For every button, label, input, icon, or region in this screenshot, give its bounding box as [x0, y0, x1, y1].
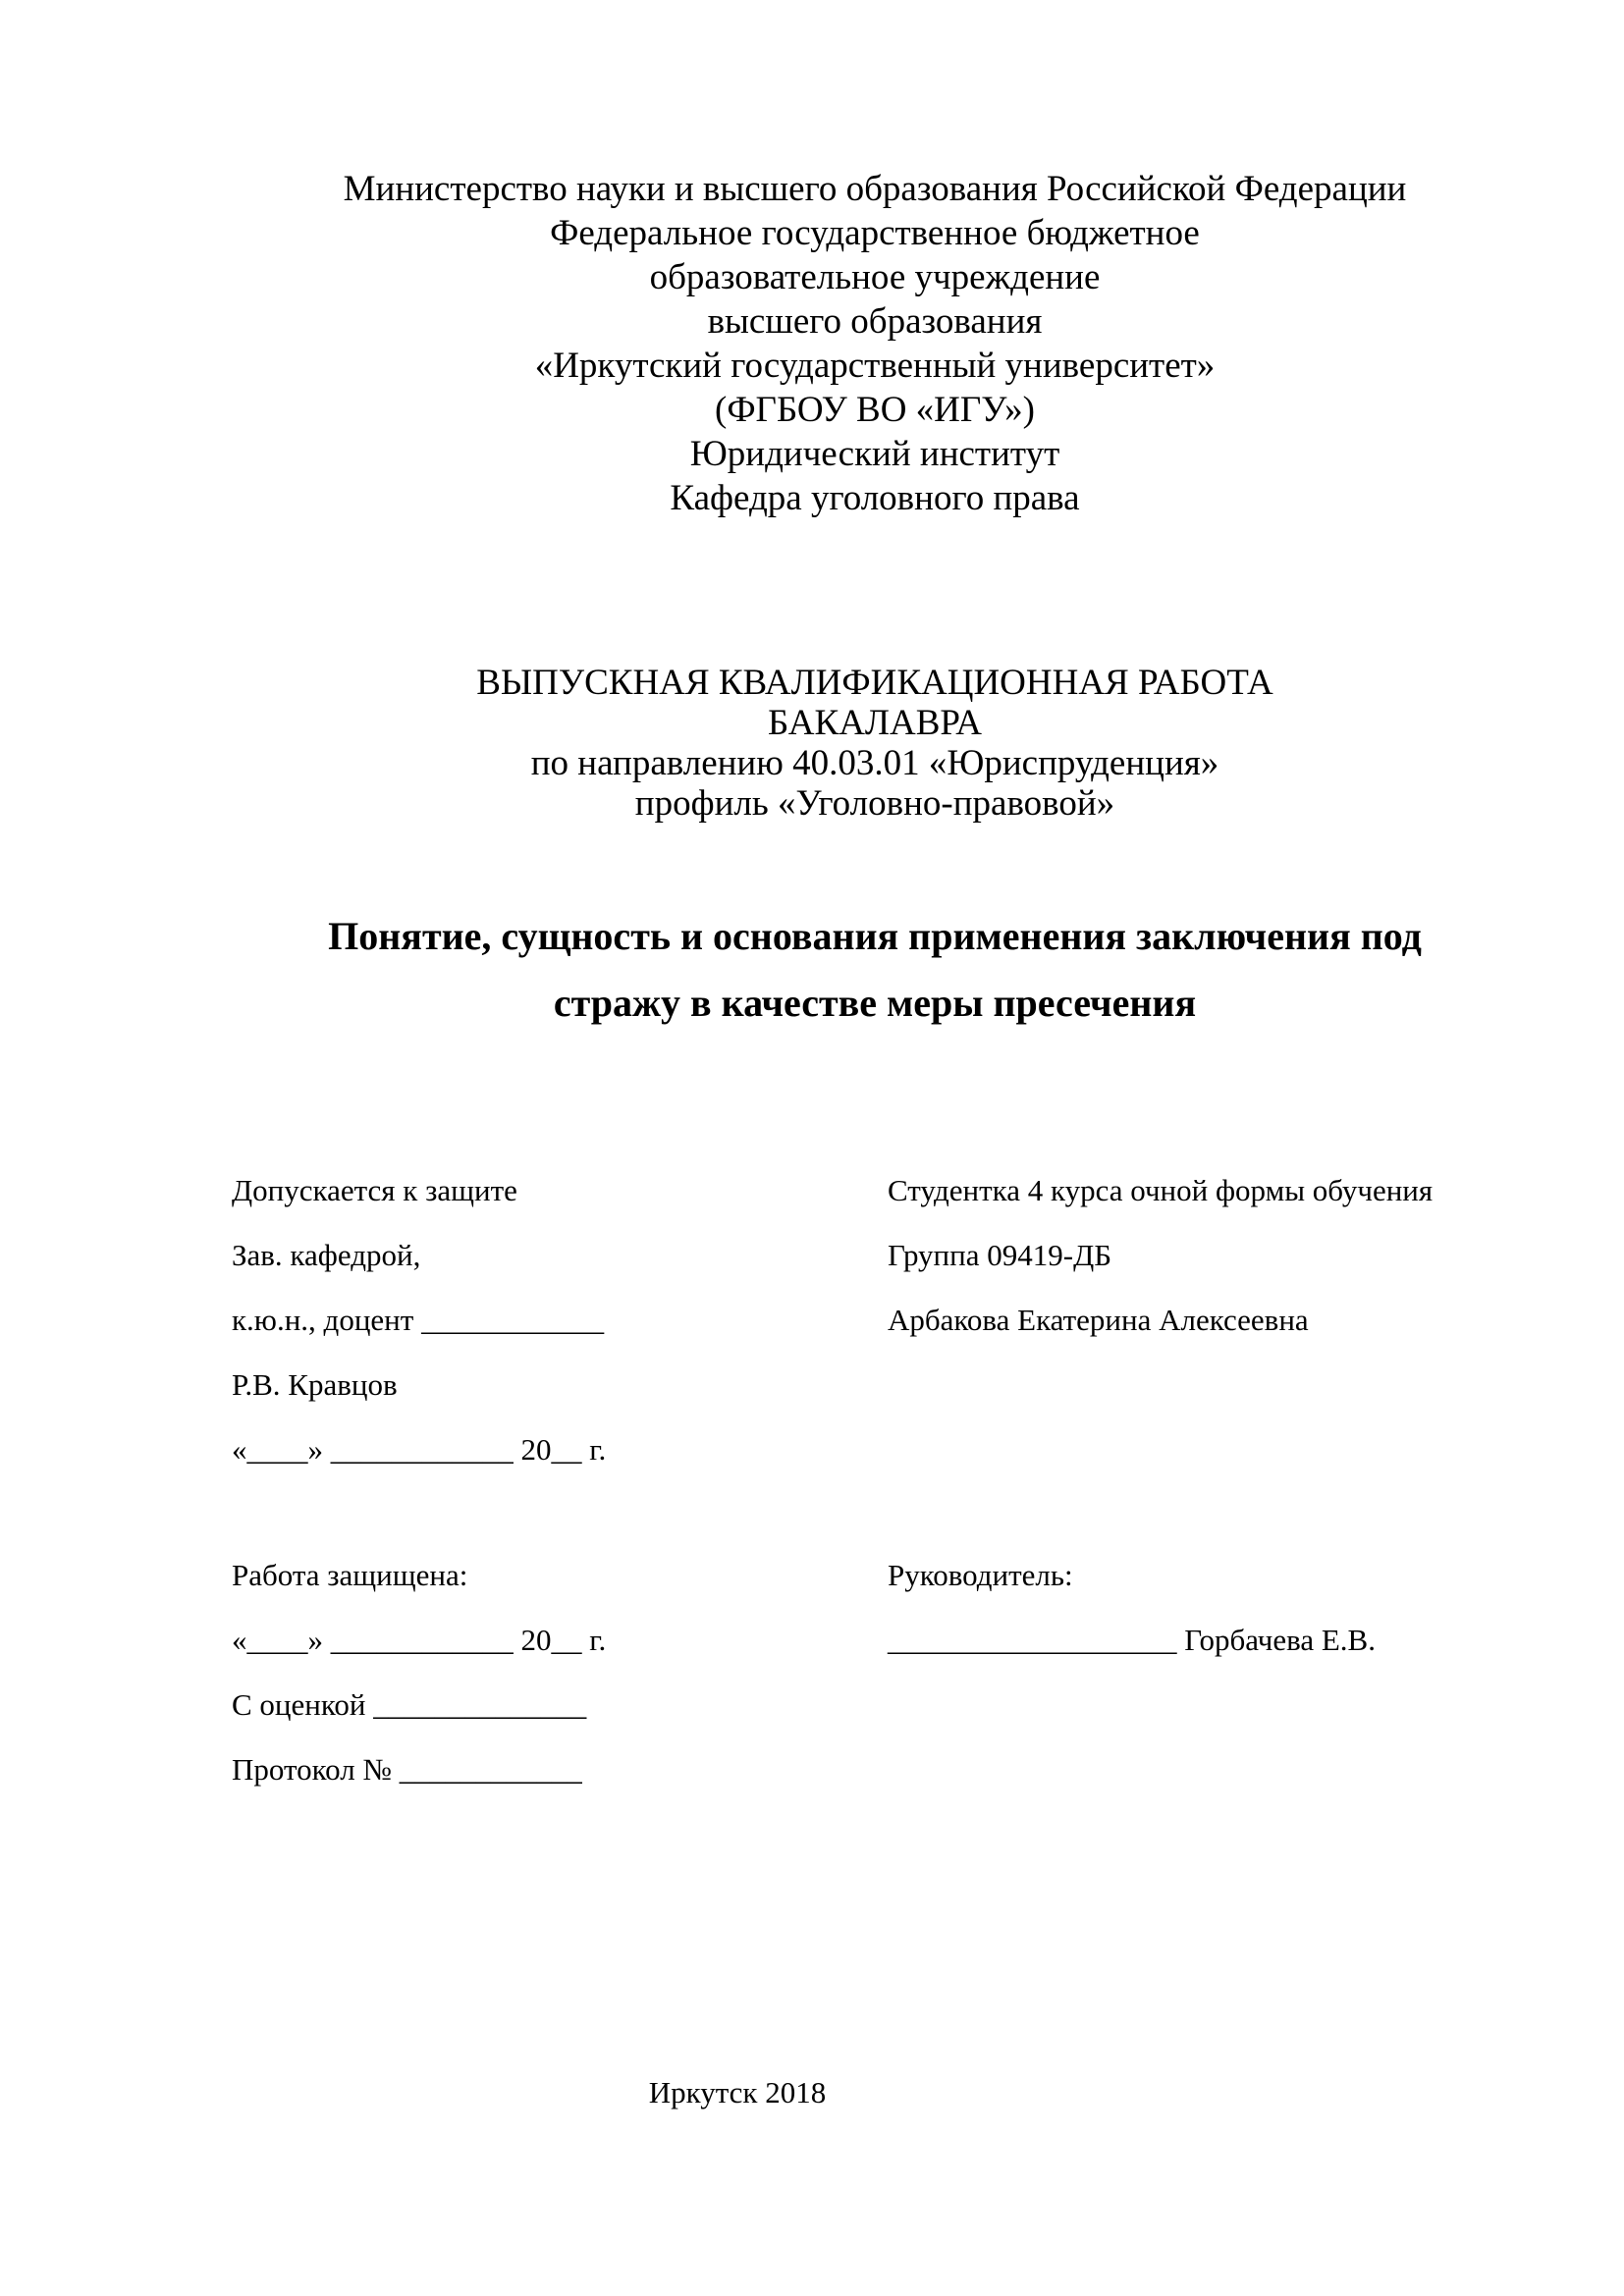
header-line-ministry: Министерство науки и высшего образования Российской Федерации [343, 169, 1407, 209]
admission-block [232, 1158, 606, 1482]
student-name: Арбакова Екатерина Алексеевна [888, 1303, 1309, 1337]
defense-block [232, 1543, 606, 1802]
work-direction: по направлению 40.03.01 «Юриспруденция» [530, 743, 1219, 783]
admission-date-line: «____» ____________ 20__ г. [232, 1432, 607, 1467]
work-profile: профиль «Уголовно-правовой» [634, 783, 1115, 824]
header-line-abbreviation: (ФГБОУ ВО «ИГУ») [715, 390, 1035, 430]
student-group: Группа 09419-ДБ [888, 1238, 1112, 1272]
defense-date-line: «____» ____________ 20__ г. [232, 1623, 607, 1657]
work-type-block [232, 663, 1518, 824]
defense-grade-line: С оценкой ______________ [232, 1687, 587, 1722]
supervisor-signature-line: ___________________ Горбачева Е.В. [888, 1623, 1376, 1657]
admission-line: Допускается к защите [232, 1173, 517, 1207]
defense-protocol-line: Протокол № ____________ [232, 1752, 582, 1787]
work-type-line-2: БАКАЛАВРА [768, 703, 982, 743]
thesis-title-line-1: Понятие, сущность и основания применения заключения под [328, 914, 1422, 958]
admission-line: к.ю.н., доцент ____________ [232, 1303, 605, 1337]
thesis-title-line-2: стражу в качестве меры пресечения [553, 981, 1197, 1025]
header-line-education-level: высшего образования [707, 301, 1043, 342]
supervisor-block [888, 1543, 1376, 1673]
admission-line: Зав. кафедрой, [232, 1238, 421, 1272]
header-line-department: Кафедра уголовного права [670, 478, 1080, 518]
defense-line: Работа защищена: [232, 1558, 468, 1592]
student-course: Студентка 4 курса очной формы обучения [888, 1173, 1434, 1207]
header-line-institute: Юридический институт [689, 434, 1060, 474]
thesis-title [232, 903, 1518, 1037]
work-type-line-1: ВЫПУСКНАЯ КВАЛИФИКАЦИОННАЯ РАБОТА [476, 663, 1273, 703]
student-block [888, 1158, 1433, 1353]
header-line-federal: Федеральное государственное бюджетное [550, 213, 1200, 253]
header-line-institution-type: образовательное учреждение [649, 257, 1101, 297]
admission-line: Р.В. Кравцов [232, 1367, 398, 1402]
supervisor-label: Руководитель: [888, 1558, 1073, 1592]
header-line-university: «Иркутский государственный университет» [534, 346, 1216, 386]
institution-header [232, 167, 1518, 520]
place-year: Иркутск 2018 [648, 2075, 827, 2109]
